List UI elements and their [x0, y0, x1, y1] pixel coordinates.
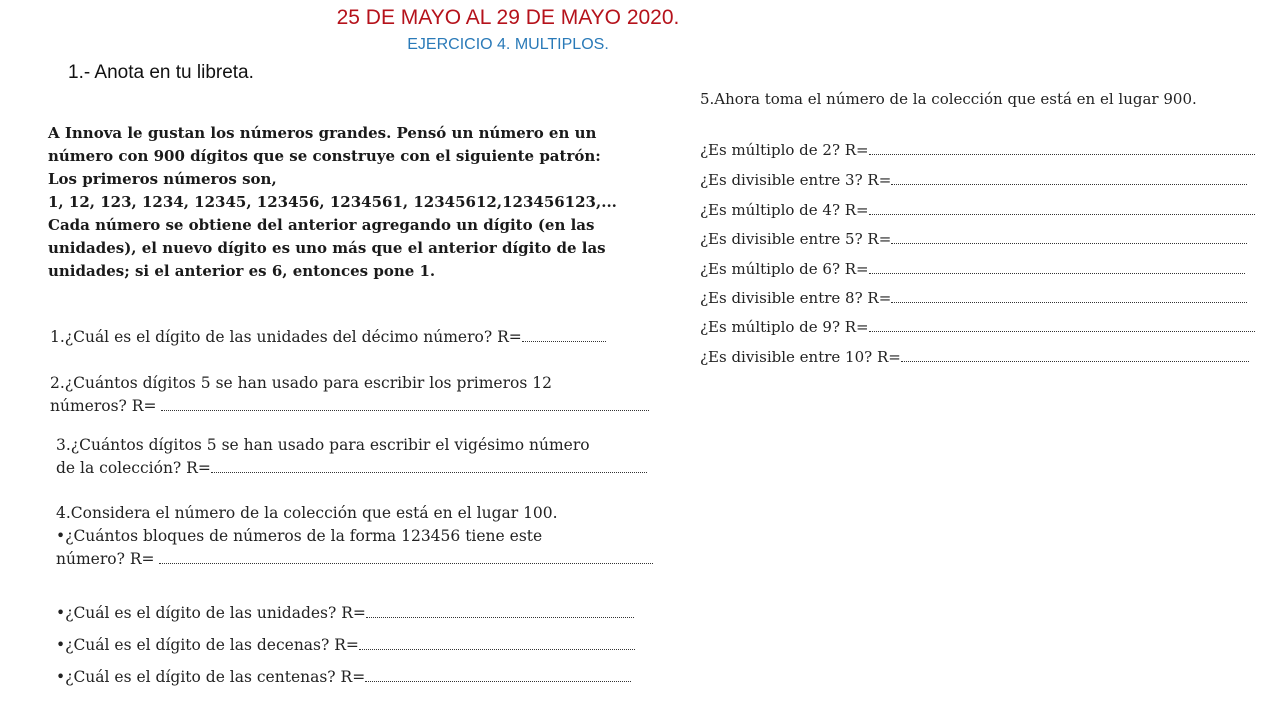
- answer-line[interactable]: [159, 549, 653, 564]
- intro-line: A Innova le gustan los números grandes. Pensó un número en un: [48, 124, 597, 142]
- answer-line[interactable]: [901, 347, 1249, 362]
- question-5-item-text: ¿Es múltiplo de 2? R=: [700, 141, 869, 159]
- question-5-item-text: ¿Es múltiplo de 6? R=: [700, 260, 869, 278]
- question-4: [56, 502, 668, 571]
- answer-line[interactable]: [869, 200, 1255, 215]
- question-5-item-text: ¿Es divisible entre 10? R=: [700, 348, 901, 366]
- question-5-item: [700, 317, 1255, 336]
- question-1: [50, 326, 670, 349]
- question-5-item: [700, 170, 1247, 189]
- answer-line[interactable]: [891, 288, 1247, 303]
- answer-line[interactable]: [891, 170, 1247, 185]
- answer-line[interactable]: [366, 603, 634, 618]
- question-3: [56, 434, 670, 480]
- question-5-item-text: ¿Es múltiplo de 9? R=: [700, 318, 869, 336]
- question-4-bullet-2-text: •¿Cuál es el dígito de las unidades? R=: [56, 604, 366, 622]
- question-5-item-text: ¿Es divisible entre 3? R=: [700, 171, 892, 189]
- exercise-title: EJERCICIO 4. MULTIPLOS.: [407, 36, 609, 53]
- question-4-bullet-4-text: •¿Cuál es el dígito de las centenas? R=: [56, 668, 366, 686]
- question-4-bullet-2: [56, 602, 670, 625]
- instruction-text: 1.- Anota en tu libreta.: [68, 62, 254, 83]
- question-4-bullet-3-text: •¿Cuál es el dígito de las decenas? R=: [56, 636, 359, 654]
- answer-line[interactable]: [211, 458, 647, 473]
- question-5-item: [700, 140, 1255, 159]
- question-4-bullet-4: [56, 666, 670, 689]
- answer-line[interactable]: [869, 317, 1255, 332]
- intro-line: Los primeros números son,: [48, 170, 277, 188]
- answer-line[interactable]: [522, 327, 606, 342]
- question-4-bullet-3: [56, 634, 670, 657]
- answer-line[interactable]: [359, 635, 635, 650]
- question-1-text: 1.¿Cuál es el dígito de las unidades del décimo número? R=: [50, 328, 522, 346]
- question-5-item-text: ¿Es divisible entre 8? R=: [700, 289, 892, 307]
- question-4-bullet-1-line2: número? R=: [56, 550, 155, 568]
- intro-line: número con 900 dígitos que se construye con el siguiente patrón:: [48, 147, 601, 165]
- question-4-bullet-1-line1: •¿Cuántos bloques de números de la forma 123456 tiene este: [56, 527, 543, 545]
- question-5-item-text: ¿Es múltiplo de 4? R=: [700, 201, 869, 219]
- question-3-text-line1: 3.¿Cuántos dígitos 5 se han usado para escribir el vigésimo número: [56, 436, 590, 454]
- answer-line[interactable]: [891, 229, 1247, 244]
- question-2-text-line2: números? R=: [50, 397, 157, 415]
- question-2-text-line1: 2.¿Cuántos dígitos 5 se han usado para escribir los primeros 12: [50, 374, 552, 392]
- answer-line[interactable]: [869, 259, 1245, 274]
- question-5-item: [700, 288, 1247, 307]
- question-2: [50, 372, 668, 418]
- question-5-item: [700, 229, 1247, 248]
- answer-line[interactable]: [365, 667, 631, 682]
- intro-paragraph: [48, 122, 666, 283]
- question-5-title: 5.Ahora toma el número de la colección que está en el lugar 900.: [700, 90, 1197, 108]
- answer-line[interactable]: [161, 396, 649, 411]
- question-5-item-text: ¿Es divisible entre 5? R=: [700, 230, 892, 248]
- answer-line[interactable]: [869, 140, 1255, 155]
- question-4-title: 4.Considera el número de la colección que está en el lugar 100.: [56, 504, 558, 522]
- intro-line: unidades; si el anterior es 6, entonces pone 1.: [48, 262, 436, 280]
- date-range-title: 25 DE MAYO AL 29 DE MAYO 2020.: [336, 6, 680, 29]
- question-5-item: [700, 347, 1249, 366]
- intro-line: 1, 12, 123, 1234, 12345, 123456, 1234561, 12345612,123456123,...: [48, 193, 617, 211]
- intro-line: unidades), el nuevo dígito es uno más que el anterior dígito de las: [48, 239, 606, 257]
- question-5-item: [700, 200, 1255, 219]
- question-3-text-line2: de la colección? R=: [56, 459, 211, 477]
- question-5-item: [700, 259, 1245, 278]
- intro-line: Cada número se obtiene del anterior agregando un dígito (en las: [48, 216, 595, 234]
